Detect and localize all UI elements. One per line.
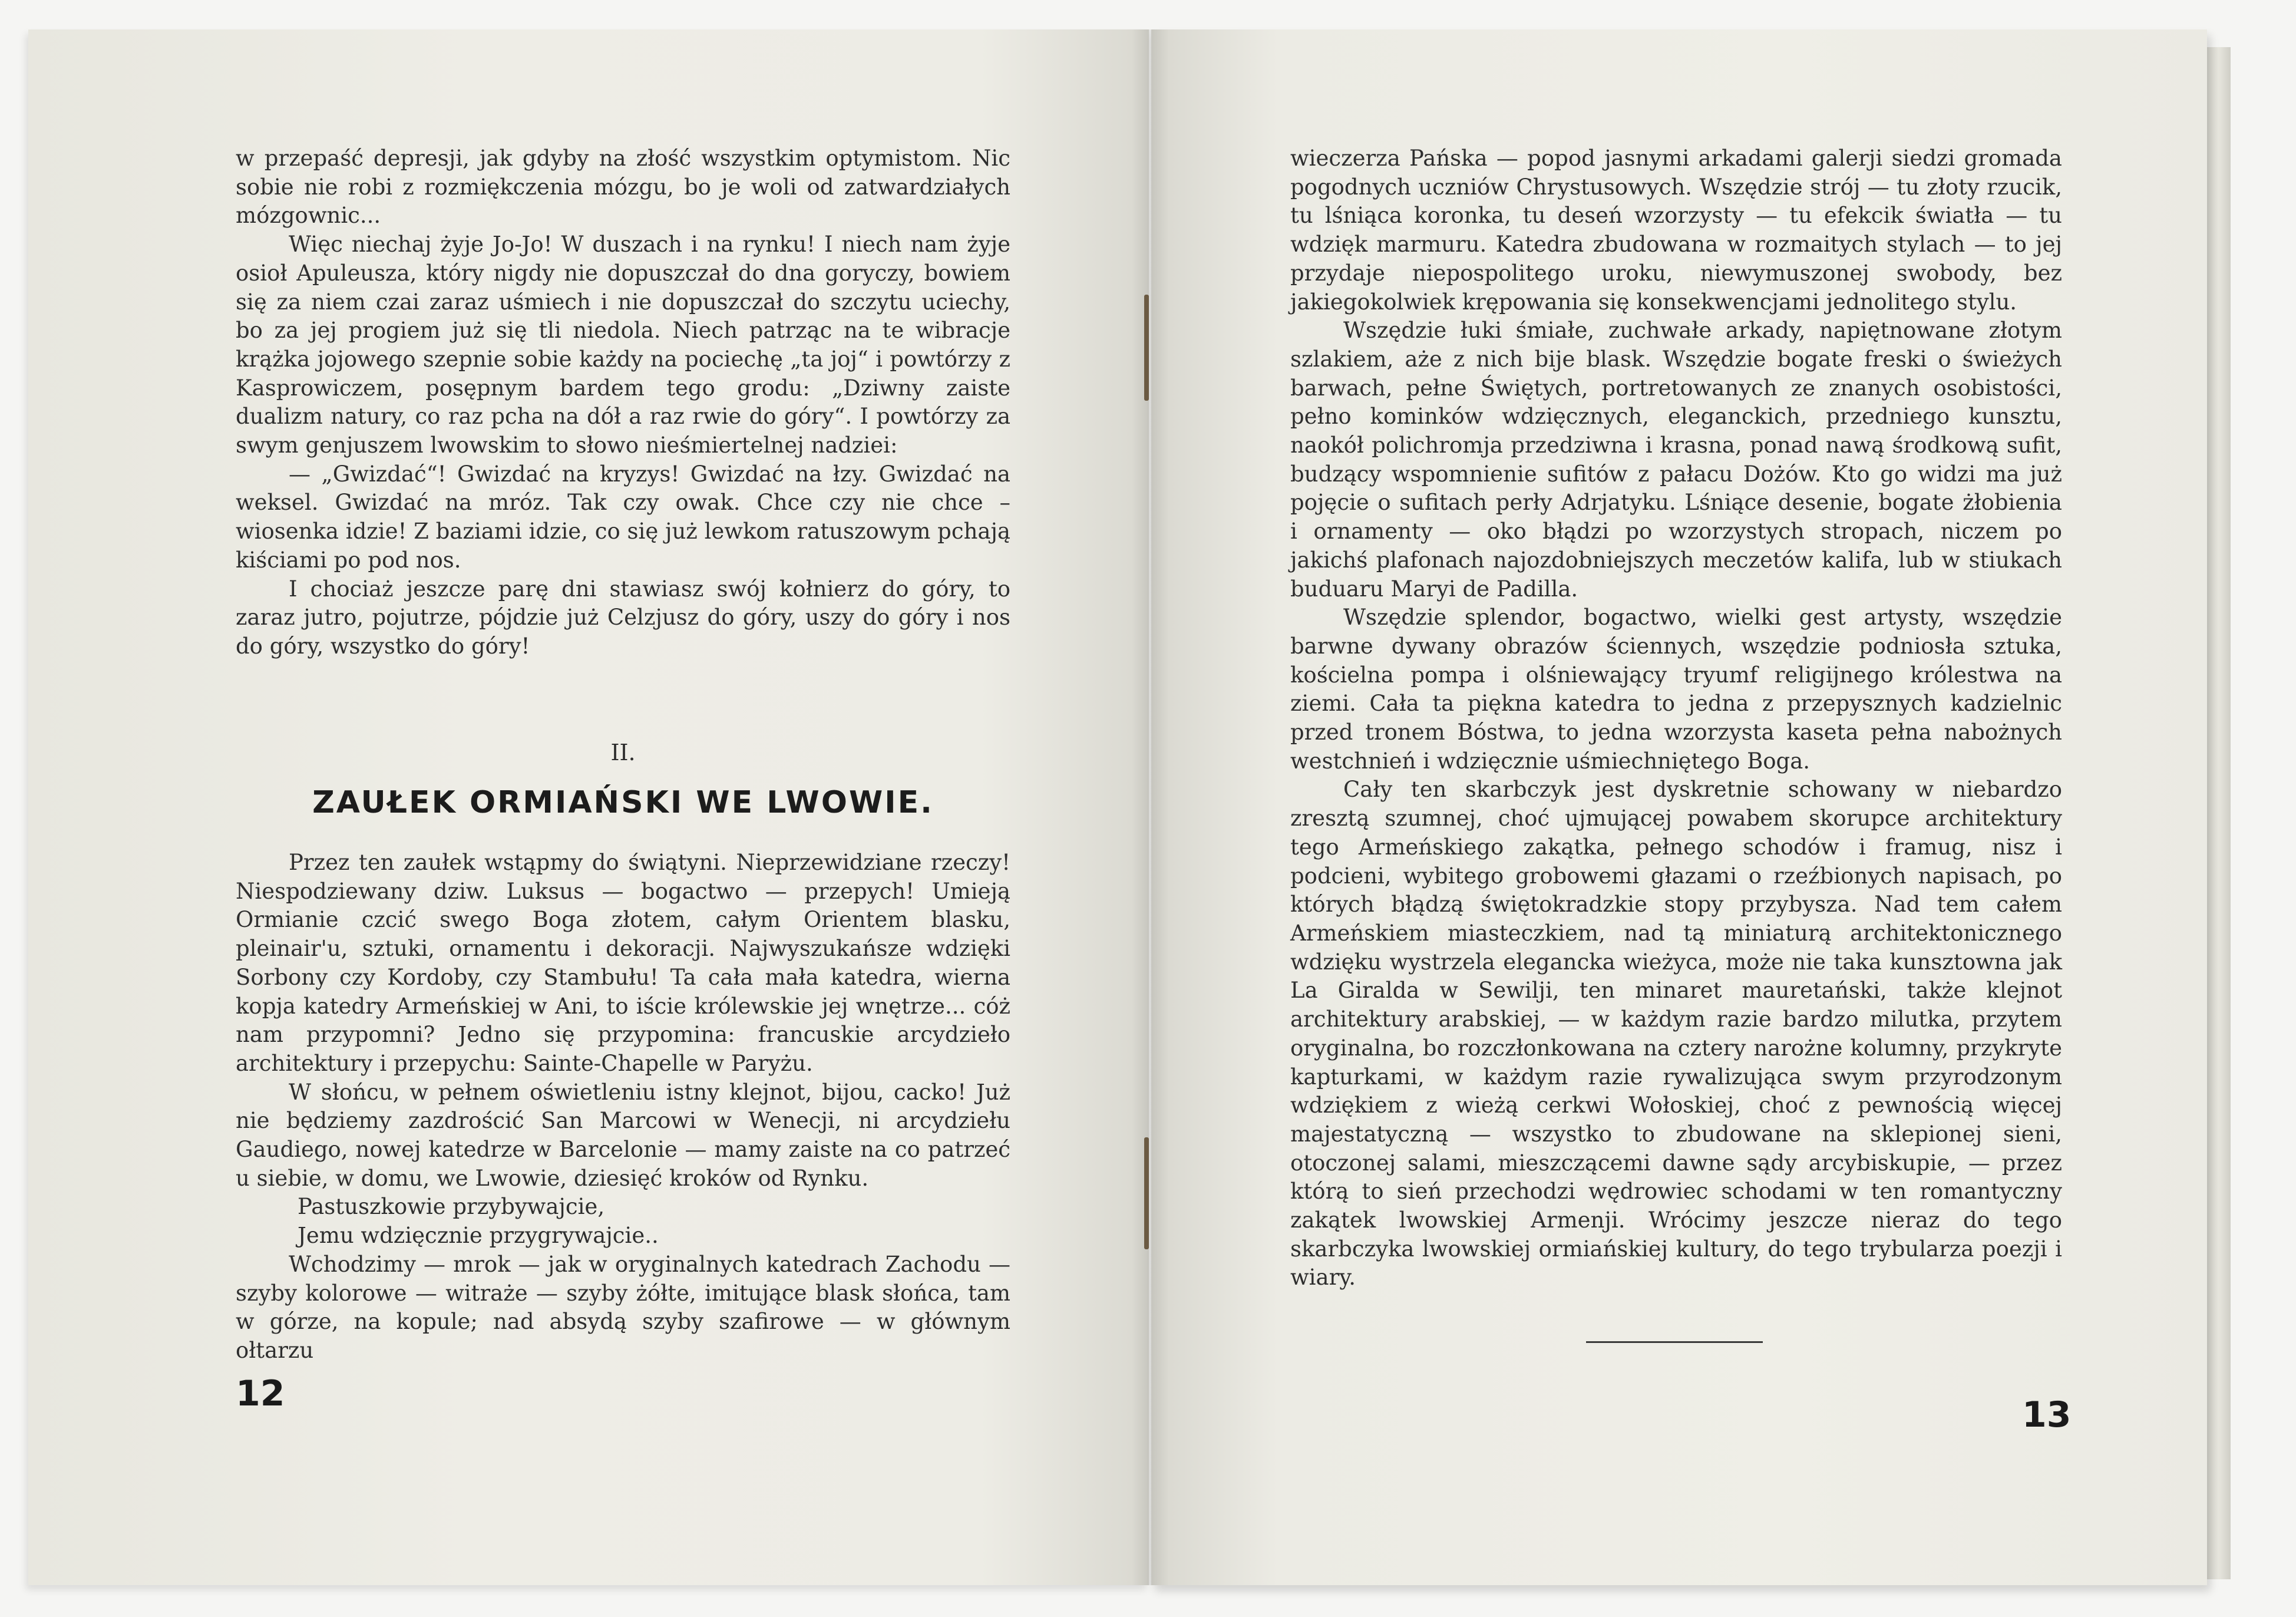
right-page — [1151, 29, 2207, 1585]
staple-top — [1144, 295, 1149, 401]
paragraph: Cały ten skarbczyk jest dyskretnie schowany w niebardzo zresztą szumnej, choć ujmującej powabem skorupce architektury tego Armeńskiego zakątka, pełnego schodów i framug, nisz i podcieni, wybitego grobowemi głazami o rzeźbionych napisach, po których błądzą świętokradzkie stopy przybysza. Nad tem całem Armeńskiem miasteczkiem, nad tą miniaturą architektonicznego wdzięku wystrzela elegancka wieżyca, może nie taka kunsztowna jak La Giralda w Sewilji, ten minaret mauretański, także klejnot architektury arabskiej, — w każdym razie bardzo milutka, przytem oryginalna, bo rozczłonkowana na cztery narożne kolumny, przykryte kapturkami, w każdym razie rywalizująca swym przyrodzonym wdziękiem z wieżą cerkwi Wołoskiej, choć z pewnością więcej majestatyczną — wszystko to zbudowane na sklepionej sieni, otoczonej salami, mieszczącemi dawne sądy arcybiskupie, — przez którą to sień przechodzi wędrowiec schodami w ten romantyczny zakątek lwowskiej Armenji. Wrócimy jeszcze nieraz do tego skarbczyka lwowskiej ormiańskiej kultury, do tego trybularza poezji i wiary. — [1290, 777, 2062, 1291]
verse-line: Pastuszkowie przybywajcie, — [298, 1194, 605, 1220]
paragraph: Przez ten zaułek wstąpmy do świątyni. Nieprzewidziane rzeczy! Niespodziewany dziw. Luksus — bogactwo — przepych! Umieją Ormianie czcić swego Boga złotem, całym Orientem blasku, pleinair'u, sztuki, ornamentu i dekoracji. Najwyszukańsze wdzięki Sorbony czy Kordoby, czy Stambułu! Ta cała mała katedra, wierna kopja katedry Armeńskiej w Ani, to iście królewskie jej wnętrze... cóż nam przypomni? Jedno się przypomina: francuskie arcydzieło architektury i przepychu: Sainte-Chapelle w Paryżu. — [236, 850, 1010, 1076]
paragraph: Wszędzie splendor, bogactwo, wielki gest artysty, wszędzie barwne dywany obrazów ściennych, wszędzie podniosła sztuka, kościelna pompa i olśniewający tryumf religijnego królestwa na ziemi. Cała ta piękna katedra to jedna z przepysznych kadzielnic przed tronem Bóstwa, to jedna wzorzysta kaseta pełna nabożnych westchnień i wdzięcznie uśmiechniętego Boga. — [1290, 605, 2062, 774]
end-divider — [1586, 1341, 1763, 1343]
left-page — [28, 29, 1149, 1585]
section-number: II. — [610, 740, 636, 765]
staple-bottom — [1144, 1137, 1149, 1249]
paragraph: Więc niechaj żyje Jo-Jo! W duszach i na rynku! I niech nam żyje osioł Apuleusza, który nigdy nie dopuszczał do dna goryczy, bowiem się za niem czai zaraz uśmiech i nie dopuszczał do szczytu uciechy, bo za jej progiem już się tli niedola. Niech patrząc na te wibracje krążka jojowego szepnie sobie każdy na pociechę „ta joj“ i powtórzy z Kasprowiczem, posępnym bardem tego grodu: „Dziwny zaiste dualizm natury, co raz pcha na dół a raz rwie do góry“. I powtórzy za swym genjuszem lwowskim to słowo nieśmiertelnej nadziei: — [236, 232, 1010, 458]
paragraph: — „Gwizdać“! Gwizdać na kryzys! Gwizdać na łzy. Gwizdać na weksel. Gwizdać na mróz. Tak czy owak. Chce czy nie chce – wiosenka idzie! Z baziami idzie, co się już lewkom ratuszowym pchają kiściami po pod nos. — [236, 461, 1010, 573]
paragraph: wieczerza Pańska — popod jasnymi arkadami galerji siedzi gromada pogodnych uczniów Chrystusowych. Wszędzie strój — tu złoty rzucik, tu lśniąca koronka, tu deseń wzorzysty — tu efekcik światła — tu wdzięk marmuru. Katedra zbudowana w rozmaitych stylach — to jej przydaje niepospolitego uroku, niewymuszonej swobody, bez jakiegokolwiek krępowania się konsekwencjami jednolitego stylu. — [1290, 146, 2062, 315]
left-page-bottom-text — [236, 849, 1010, 1365]
page-edges — [2207, 47, 2231, 1579]
paragraph: Wszędzie łuki śmiałe, zuchwałe arkady, napiętnowane złotym szlakiem, aże z nich bije blask. Wszędzie bogate freski o świeżych barwach, pełne Świętych, portretowanych ze znanych osobistości, pełno kominków wdzięcznych, eleganckich, przedniego kunsztu, naokół polichromja przedziwna i krasna, ponad nawą środkową sufit, budzący wspomnienie sufitów z pałacu Dożów. Kto go widzi ma już pojęcie o sufitach perły Adrjatyku. Lśniące desenie, bogate żłobienia i ornamenty — oko błądzi po wzorzystych stropach, niczem po jakichś plafonach najozdobniejszych meczetów kalifa, lub w stiukach buduaru Maryi de Padilla. — [1290, 318, 2062, 602]
book-spine — [1131, 29, 1169, 1585]
paragraph: W słońcu, w pełnem oświetleniu istny klejnot, bijou, cacko! Już nie będziemy zazdrościć San Marcowi w Wenecji, ni arcydziełu Gaudiego, nowej katedrze w Barcelonie — mamy zaiste na co patrzeć u siebie, w domu, we Lwowie, dziesięć kroków od Rynku. — [236, 1079, 1010, 1191]
left-page-top-text — [236, 144, 1010, 661]
paragraph: Wchodzimy — mrok — jak w oryginalnych katedrach Zachodu — szyby kolorowe — witraże — szyby żółte, imitujące blask słońca, tam w górze, na kopule; nad absydą szyby szafirowe — w głównym ołtarzu — [236, 1251, 1010, 1363]
page-number-left: 12 — [236, 1373, 285, 1414]
verse-line: Jemu wdzięcznie przygrywajcie.. — [298, 1223, 659, 1249]
paragraph: I chociaż jeszcze parę dni stawiasz swój kołnierz do góry, to zaraz jutro, pojutrze, pójdzie już Celzjusz do góry, uszy do góry i nos do góry, wszystko do góry! — [236, 576, 1010, 659]
paragraph: w przepaść depresji, jak gdyby na złość wszystkim optymistom. Nic sobie nie robi z rozmiękczenia mózgu, bo je woli od zatwardziałych mózgownic... — [236, 146, 1010, 229]
page-number-right: 13 — [2022, 1394, 2072, 1436]
section-title: ZAUŁEK ORMIAŃSKI WE LWOWIE. — [312, 785, 934, 820]
right-page-text — [1290, 144, 2062, 1292]
